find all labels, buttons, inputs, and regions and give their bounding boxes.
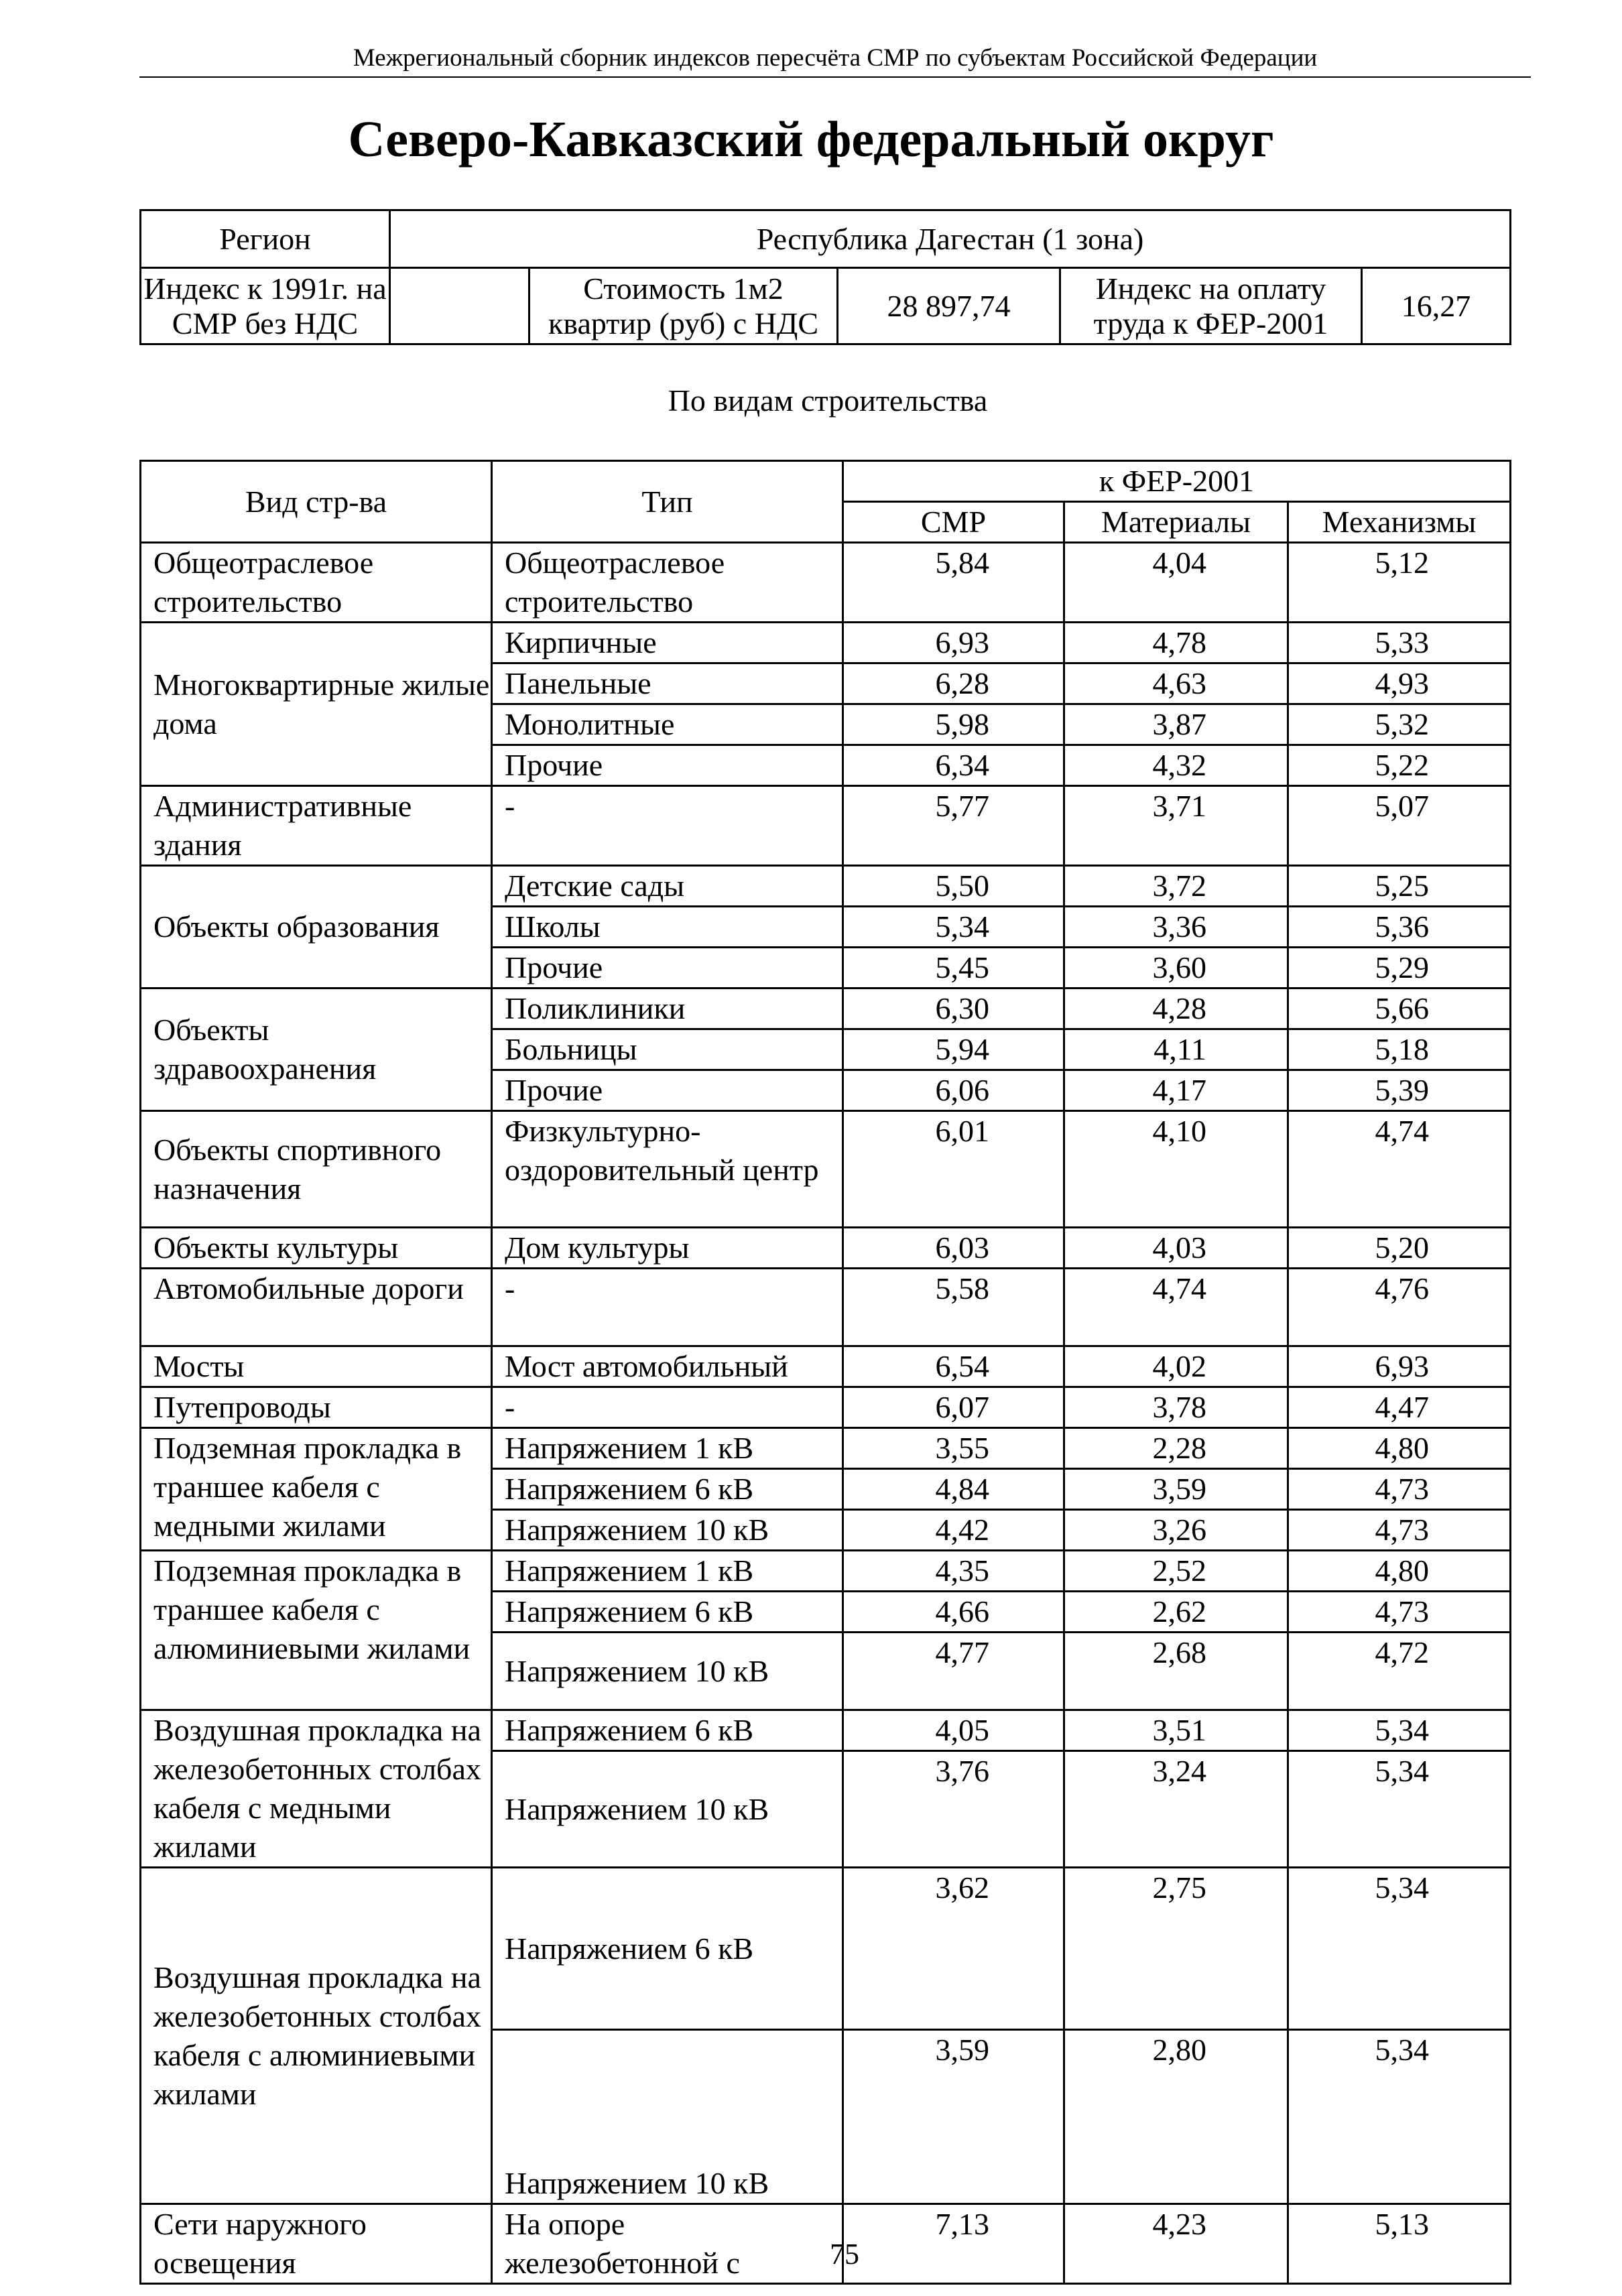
type-cell: Поликлиники — [492, 988, 843, 1029]
materials-value-cell: 2,75 — [1064, 1868, 1288, 2030]
machinery-value-cell: 6,93 — [1288, 1346, 1511, 1387]
table-row — [141, 543, 1511, 623]
type-cell: Напряжением 1 кВ — [492, 1428, 843, 1469]
materials-value-cell: 3,71 — [1064, 786, 1288, 866]
machinery-value-cell: 5,34 — [1288, 1710, 1511, 1751]
materials-value-cell: 3,60 — [1064, 948, 1288, 988]
region-summary-table — [139, 209, 1511, 345]
type-cell: Напряжением 6 кВ — [492, 1710, 843, 1751]
type-cell: Больницы — [492, 1029, 843, 1070]
construction-kind-cell: Воздушная прокладка на железобетонных столбах кабеля с алюминиевыми жилами — [141, 1868, 492, 2204]
construction-kind-cell: Автомобильные дороги — [141, 1269, 492, 1346]
col-header-machinery: Механизмы — [1288, 502, 1511, 543]
construction-kind-cell: Объекты здравоохранения — [141, 988, 492, 1111]
table-row — [141, 1428, 1511, 1469]
region-value: Республика Дагестан (1 зона) — [390, 210, 1511, 268]
type-cell: Мост автомобильный — [492, 1346, 843, 1387]
labor-index-label: Индекс на оплату труда к ФЕР-2001 — [1060, 268, 1362, 344]
table-row — [141, 786, 1511, 866]
type-cell: Кирпичные — [492, 623, 843, 663]
materials-value-cell: 4,03 — [1064, 1228, 1288, 1269]
materials-value-cell: 4,23 — [1064, 2204, 1288, 2284]
machinery-value-cell: 5,29 — [1288, 948, 1511, 988]
smr-value-cell: 6,07 — [843, 1387, 1064, 1428]
construction-kind-cell: Объекты спортивного назначения — [141, 1111, 492, 1228]
type-cell: Прочие — [492, 948, 843, 988]
type-cell: На опоре железобетонной с — [492, 2204, 843, 2284]
machinery-value-cell: 4,73 — [1288, 1469, 1511, 1510]
materials-value-cell: 3,72 — [1064, 866, 1288, 907]
col-header-smr: СМР — [843, 502, 1064, 543]
materials-value-cell: 4,04 — [1064, 543, 1288, 623]
smr-value-cell: 6,34 — [843, 745, 1064, 786]
materials-value-cell: 3,26 — [1064, 1510, 1288, 1551]
type-cell: Прочие — [492, 745, 843, 786]
region-label: Регион — [141, 210, 390, 268]
materials-value-cell: 4,78 — [1064, 623, 1288, 663]
smr-value-cell: 3,55 — [843, 1428, 1064, 1469]
table-row — [141, 1868, 1511, 2030]
construction-kind-cell: Сети наружного освещения — [141, 2204, 492, 2284]
smr-value-cell: 4,42 — [843, 1510, 1064, 1551]
section-subheading: По видам строительства — [668, 383, 988, 418]
smr-value-cell: 5,98 — [843, 704, 1064, 745]
type-cell: Школы — [492, 907, 843, 948]
machinery-value-cell: 5,33 — [1288, 623, 1511, 663]
machinery-value-cell: 5,25 — [1288, 866, 1511, 907]
materials-value-cell: 2,80 — [1064, 2030, 1288, 2204]
machinery-value-cell: 5,34 — [1288, 1751, 1511, 1868]
smr-value-cell: 4,77 — [843, 1633, 1064, 1710]
table-row — [141, 1387, 1511, 1428]
machinery-value-cell: 5,34 — [1288, 2030, 1511, 2204]
machinery-value-cell: 4,93 — [1288, 663, 1511, 704]
materials-value-cell: 2,28 — [1064, 1428, 1288, 1469]
type-cell: Детские сады — [492, 866, 843, 907]
smr-value-cell: 4,05 — [843, 1710, 1064, 1751]
machinery-value-cell: 4,73 — [1288, 1592, 1511, 1633]
smr-value-cell: 3,62 — [843, 1868, 1064, 2030]
materials-value-cell: 4,17 — [1064, 1070, 1288, 1111]
machinery-value-cell: 5,22 — [1288, 745, 1511, 786]
materials-value-cell: 3,78 — [1064, 1387, 1288, 1428]
index-table — [139, 460, 1511, 2285]
smr-value-cell: 3,59 — [843, 2030, 1064, 2204]
smr-value-cell: 5,58 — [843, 1269, 1064, 1346]
type-cell: Монолитные — [492, 704, 843, 745]
table-row — [141, 1710, 1511, 1751]
col-header-materials: Материалы — [1064, 502, 1288, 543]
materials-value-cell: 3,59 — [1064, 1469, 1288, 1510]
type-cell: Напряжением 6 кВ — [492, 1469, 843, 1510]
construction-kind-cell: Мосты — [141, 1346, 492, 1387]
type-cell: Дом культуры — [492, 1228, 843, 1269]
construction-kind-cell: Подземная прокладка в траншее кабеля с алюминиевыми жилами — [141, 1551, 492, 1710]
machinery-value-cell: 5,12 — [1288, 543, 1511, 623]
running-header: Межрегиональный сборник индексов пересчёта СМР по субъектам Российской Федерации — [139, 42, 1531, 78]
col-header-fer-2001: к ФЕР-2001 — [843, 461, 1511, 502]
materials-value-cell: 4,32 — [1064, 745, 1288, 786]
machinery-value-cell: 4,74 — [1288, 1111, 1511, 1228]
smr-value-cell: 5,94 — [843, 1029, 1064, 1070]
smr-value-cell: 6,28 — [843, 663, 1064, 704]
materials-value-cell: 4,63 — [1064, 663, 1288, 704]
page-number: 75 — [830, 2238, 859, 2271]
construction-kind-cell: Подземная прокладка в траншее кабеля с медными жилами — [141, 1428, 492, 1551]
materials-value-cell: 4,74 — [1064, 1269, 1288, 1346]
table-row — [141, 1111, 1511, 1228]
machinery-value-cell: 4,73 — [1288, 1510, 1511, 1551]
smr-value-cell: 4,66 — [843, 1592, 1064, 1633]
index-1991-value — [390, 268, 529, 344]
machinery-value-cell: 5,07 — [1288, 786, 1511, 866]
col-header-type: Тип — [492, 461, 843, 543]
col-header-kind: Вид стр-ва — [141, 461, 492, 543]
type-cell: Напряжением 6 кВ — [492, 1592, 843, 1633]
cost-per-m2-value: 28 897,74 — [838, 268, 1060, 344]
construction-kind-cell: Воздушная прокладка на железобетонных столбах кабеля с медными жилами — [141, 1710, 492, 1868]
machinery-value-cell: 4,47 — [1288, 1387, 1511, 1428]
type-cell: - — [492, 1387, 843, 1428]
machinery-value-cell: 5,20 — [1288, 1228, 1511, 1269]
machinery-value-cell: 5,34 — [1288, 1868, 1511, 2030]
machinery-value-cell: 5,18 — [1288, 1029, 1511, 1070]
construction-kind-cell: Многоквартирные жилые дома — [141, 623, 492, 786]
smr-value-cell: 5,50 — [843, 866, 1064, 907]
type-cell: Напряжением 6 кВ — [492, 1868, 843, 2030]
construction-kind-cell: Объекты культуры — [141, 1228, 492, 1269]
materials-value-cell: 3,87 — [1064, 704, 1288, 745]
smr-value-cell: 3,76 — [843, 1751, 1064, 1868]
smr-value-cell: 5,84 — [843, 543, 1064, 623]
type-cell: - — [492, 786, 843, 866]
type-cell: Напряжением 10 кВ — [492, 2030, 843, 2204]
type-cell: Общеотраслевое строительство — [492, 543, 843, 623]
machinery-value-cell: 5,66 — [1288, 988, 1511, 1029]
page-title: Северо-Кавказский федеральный округ — [348, 111, 1274, 168]
smr-value-cell: 5,34 — [843, 907, 1064, 948]
construction-kind-cell: Объекты образования — [141, 866, 492, 988]
materials-value-cell: 3,36 — [1064, 907, 1288, 948]
machinery-value-cell: 4,80 — [1288, 1428, 1511, 1469]
machinery-value-cell: 4,72 — [1288, 1633, 1511, 1710]
materials-value-cell: 4,28 — [1064, 988, 1288, 1029]
smr-value-cell: 5,77 — [843, 786, 1064, 866]
table-row — [141, 866, 1511, 907]
construction-kind-cell: Административные здания — [141, 786, 492, 866]
type-cell: Прочие — [492, 1070, 843, 1111]
smr-value-cell: 6,30 — [843, 988, 1064, 1029]
materials-value-cell: 2,68 — [1064, 1633, 1288, 1710]
type-cell: Напряжением 1 кВ — [492, 1551, 843, 1592]
table-row — [141, 1228, 1511, 1269]
machinery-value-cell: 5,13 — [1288, 2204, 1511, 2284]
smr-value-cell: 6,01 — [843, 1111, 1064, 1228]
type-cell: Напряжением 10 кВ — [492, 1751, 843, 1868]
smr-value-cell: 6,93 — [843, 623, 1064, 663]
table-row — [141, 1269, 1511, 1346]
index-1991-label: Индекс к 1991г. на СМР без НДС — [141, 268, 390, 344]
type-cell: Напряжением 10 кВ — [492, 1510, 843, 1551]
smr-value-cell: 7,13 — [843, 2204, 1064, 2284]
construction-kind-cell: Путепроводы — [141, 1387, 492, 1428]
labor-index-value: 16,27 — [1362, 268, 1511, 344]
machinery-value-cell: 5,36 — [1288, 907, 1511, 948]
machinery-value-cell: 5,39 — [1288, 1070, 1511, 1111]
materials-value-cell: 2,62 — [1064, 1592, 1288, 1633]
type-cell: - — [492, 1269, 843, 1346]
materials-value-cell: 4,11 — [1064, 1029, 1288, 1070]
table-body — [141, 543, 1511, 2284]
type-cell: Физкультурно-оздоровительный центр — [492, 1111, 843, 1228]
smr-value-cell: 5,45 — [843, 948, 1064, 988]
cost-per-m2-label: Стоимость 1м2 квартир (руб) с НДС — [529, 268, 838, 344]
smr-value-cell: 6,06 — [843, 1070, 1064, 1111]
smr-value-cell: 4,84 — [843, 1469, 1064, 1510]
materials-value-cell: 2,52 — [1064, 1551, 1288, 1592]
type-cell: Панельные — [492, 663, 843, 704]
table-row — [141, 1346, 1511, 1387]
smr-value-cell: 4,35 — [843, 1551, 1064, 1592]
table-row — [141, 988, 1511, 1029]
table-row — [141, 1551, 1511, 1592]
smr-value-cell: 6,54 — [843, 1346, 1064, 1387]
materials-value-cell: 4,02 — [1064, 1346, 1288, 1387]
construction-kind-cell: Общеотраслевое строительство — [141, 543, 492, 623]
machinery-value-cell: 4,80 — [1288, 1551, 1511, 1592]
materials-value-cell: 3,51 — [1064, 1710, 1288, 1751]
machinery-value-cell: 5,32 — [1288, 704, 1511, 745]
machinery-value-cell: 4,76 — [1288, 1269, 1511, 1346]
materials-value-cell: 3,24 — [1064, 1751, 1288, 1868]
smr-value-cell: 6,03 — [843, 1228, 1064, 1269]
type-cell: Напряжением 10 кВ — [492, 1633, 843, 1710]
materials-value-cell: 4,10 — [1064, 1111, 1288, 1228]
table-row — [141, 623, 1511, 663]
